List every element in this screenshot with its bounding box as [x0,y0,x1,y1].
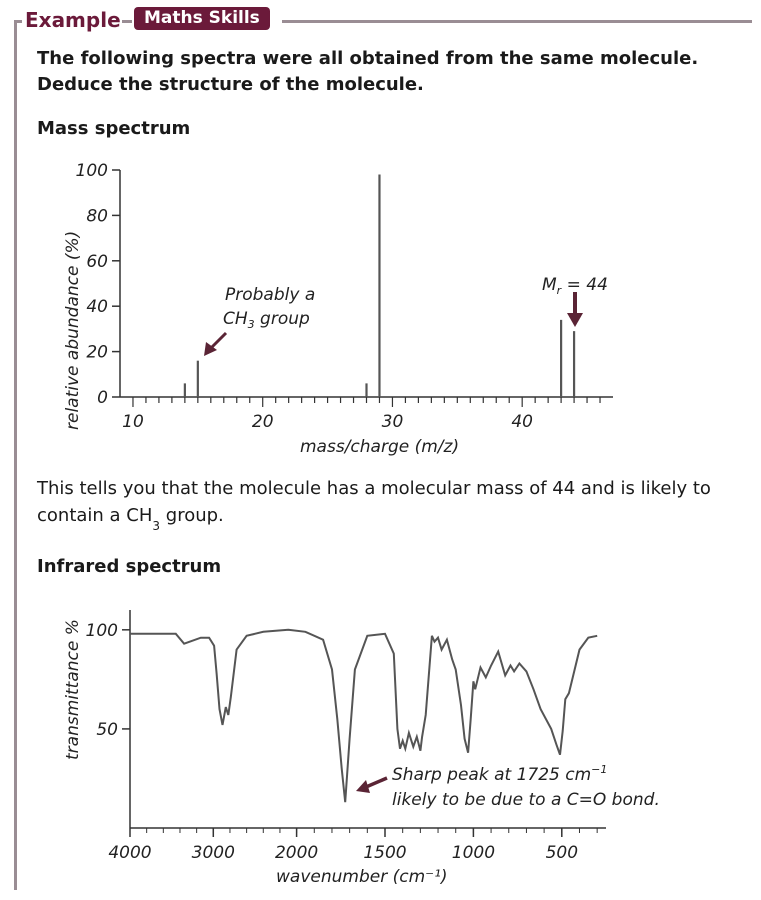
mass-spectrum-chart [0,150,761,470]
ch3-arrow [204,333,226,356]
y-axis-label: relative abundance (%) [63,230,83,430]
infrared-spectrum-heading: Infrared spectrum [37,556,222,577]
intro-text [37,46,737,98]
y-tick-label: 100 [85,620,118,641]
x-tick-label: 30 [381,412,404,432]
mr-arrow [567,292,583,327]
x-tick-label: 3000 [191,843,235,863]
y-tick-label: 80 [86,206,108,227]
intro-line: The following spectra were all obtained from the same molecule. [37,48,699,69]
frame-top-rule [122,20,132,23]
x-axis-label: wavenumber (cm⁻¹) [276,867,448,887]
x-axis-label: mass/charge (m/z) [300,437,460,457]
ch3-annotation-line1: Probably a [225,285,316,305]
x-tick-label: 40 [511,412,534,432]
x-tick-label: 500 [545,843,579,863]
frame-top-rule [282,20,752,23]
y-tick-label: 50 [96,719,118,740]
frame-top-rule [14,20,22,23]
y-tick-label: 60 [86,251,108,272]
ch3-annotation-line2: $CH_3$ group [223,309,310,331]
mass-spectrum-heading: Mass spectrum [37,118,191,139]
infrared-spectrum-chart [0,590,761,890]
y-tick-label: 100 [75,161,108,181]
example-label: Example [25,8,121,32]
carbonyl-arrow [356,778,387,793]
y-axis-label: transmittance % [63,619,83,760]
x-tick-label: 1000 [451,843,496,863]
carbonyl-annotation-line2: likely to be due to a C=O bond. [392,790,660,810]
intro-line: Deduce the structure of the molecule. [37,74,424,95]
x-tick-label: 10 [122,412,144,432]
carbonyl-annotation-line1: Sharp peak at 1725 $cm^{-1}$ [392,763,608,785]
x-tick-label: 4000 [108,843,152,863]
y-tick-label: 0 [97,388,108,408]
maths-skills-badge: Maths Skills [134,7,270,30]
x-tick-label: 1500 [363,843,407,863]
y-tick-label: 20 [86,342,108,363]
x-tick-label: 2000 [274,843,319,863]
mr-annotation: $M_r = 44$ [542,275,608,297]
y-tick-label: 40 [86,297,108,318]
x-tick-label: 20 [251,412,274,432]
explanation-paragraph: This tells you that the molecule has a molecular mass of 44 and is likely to contain a $CH_3$ group. [37,478,711,533]
